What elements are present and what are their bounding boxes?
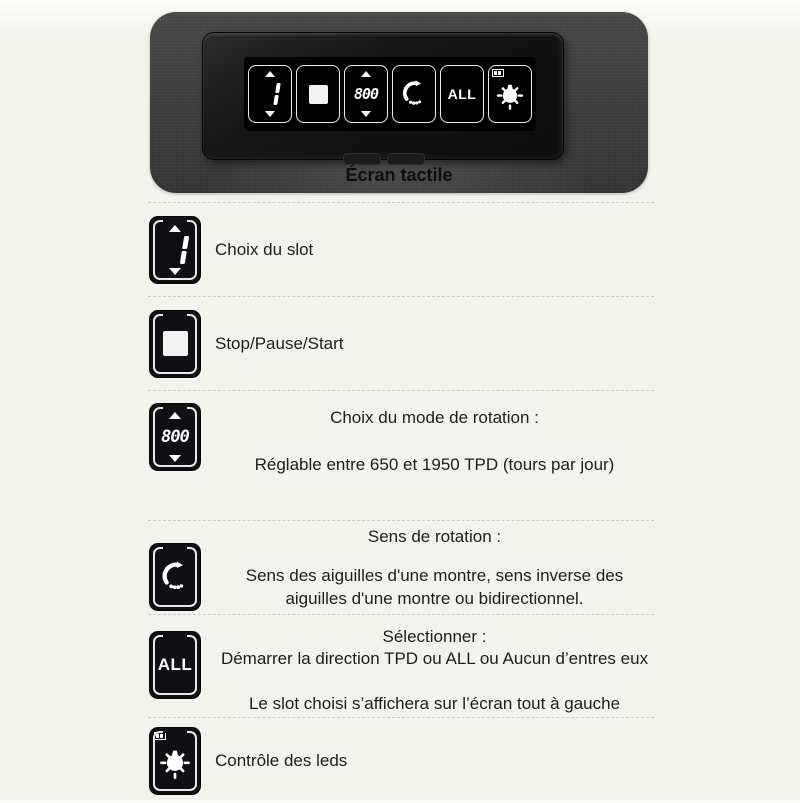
bezel-latch [387,153,425,165]
arrow-up-icon [169,412,181,419]
item-title: Contrôle des leds [215,750,348,770]
rotation-direction-button[interactable] [392,65,436,123]
all-button[interactable] [440,65,484,123]
stop-tile [150,311,200,377]
arrow-up-icon [265,71,275,77]
arrow-down-icon [169,455,181,462]
led-tile [150,728,200,794]
arrow-down-icon [361,111,371,117]
item-note: Le slot choisi s’affichera sur l’écran tout à gauche [248,694,621,713]
light-bulb-icon [494,76,526,112]
list-item-all [148,614,654,717]
tpd-button[interactable] [344,65,388,123]
light-bulb-icon [157,741,193,781]
led-control-button[interactable] [488,65,532,123]
rotation-icon [399,77,429,111]
slot-digit [179,236,188,264]
list-item-slot [148,202,654,296]
item-title: Sens de rotation : [367,527,502,546]
panel-caption: Écran tactile [345,165,453,185]
slot-tile [150,217,200,283]
item-body: Réglable entre 650 et 1950 TPD (tours par jour) [254,455,615,474]
touchscreen-panel [150,12,648,193]
item-title: Sélectionner : [382,627,487,646]
all-label: ALL [157,655,193,674]
item-body: Sens des aiguilles d'une montre, sens inverse des aiguilles d'une montre ou bidirectionnel. [245,566,624,608]
arrow-down-icon [169,268,181,275]
bezel-latch [343,153,381,165]
rotation-tile [150,544,200,610]
item-title: Stop/Pause/Start [215,333,344,353]
tpd-value: 800 [353,85,379,103]
stop-pause-start-button[interactable] [296,65,340,123]
all-label: ALL [447,86,477,102]
touchscreen [244,57,536,131]
tpd-tile [150,404,200,470]
rotation-icon [158,558,192,596]
list-item-stop [148,296,654,390]
stop-square-icon [309,85,328,104]
led-level-icon [154,732,166,740]
list-item-tpd [148,390,654,520]
all-tile [150,632,200,698]
stop-square-icon [163,331,188,356]
arrow-up-icon [361,71,371,77]
legend-list [148,202,654,803]
slot-select-button[interactable] [248,65,292,123]
list-item-led [148,717,654,803]
arrow-down-icon [265,111,275,117]
item-title: Choix du slot [215,239,314,259]
screen-bezel [202,32,564,160]
item-title: Choix du mode de rotation : [330,408,539,427]
list-item-rotation [148,520,654,614]
item-body: Démarrer la direction TPD ou ALL ou Aucun d’entres eux [220,649,649,668]
arrow-up-icon [169,225,181,232]
led-level-icon [492,69,504,77]
slot-digit [273,83,280,105]
tpd-value: 800 [161,427,189,447]
